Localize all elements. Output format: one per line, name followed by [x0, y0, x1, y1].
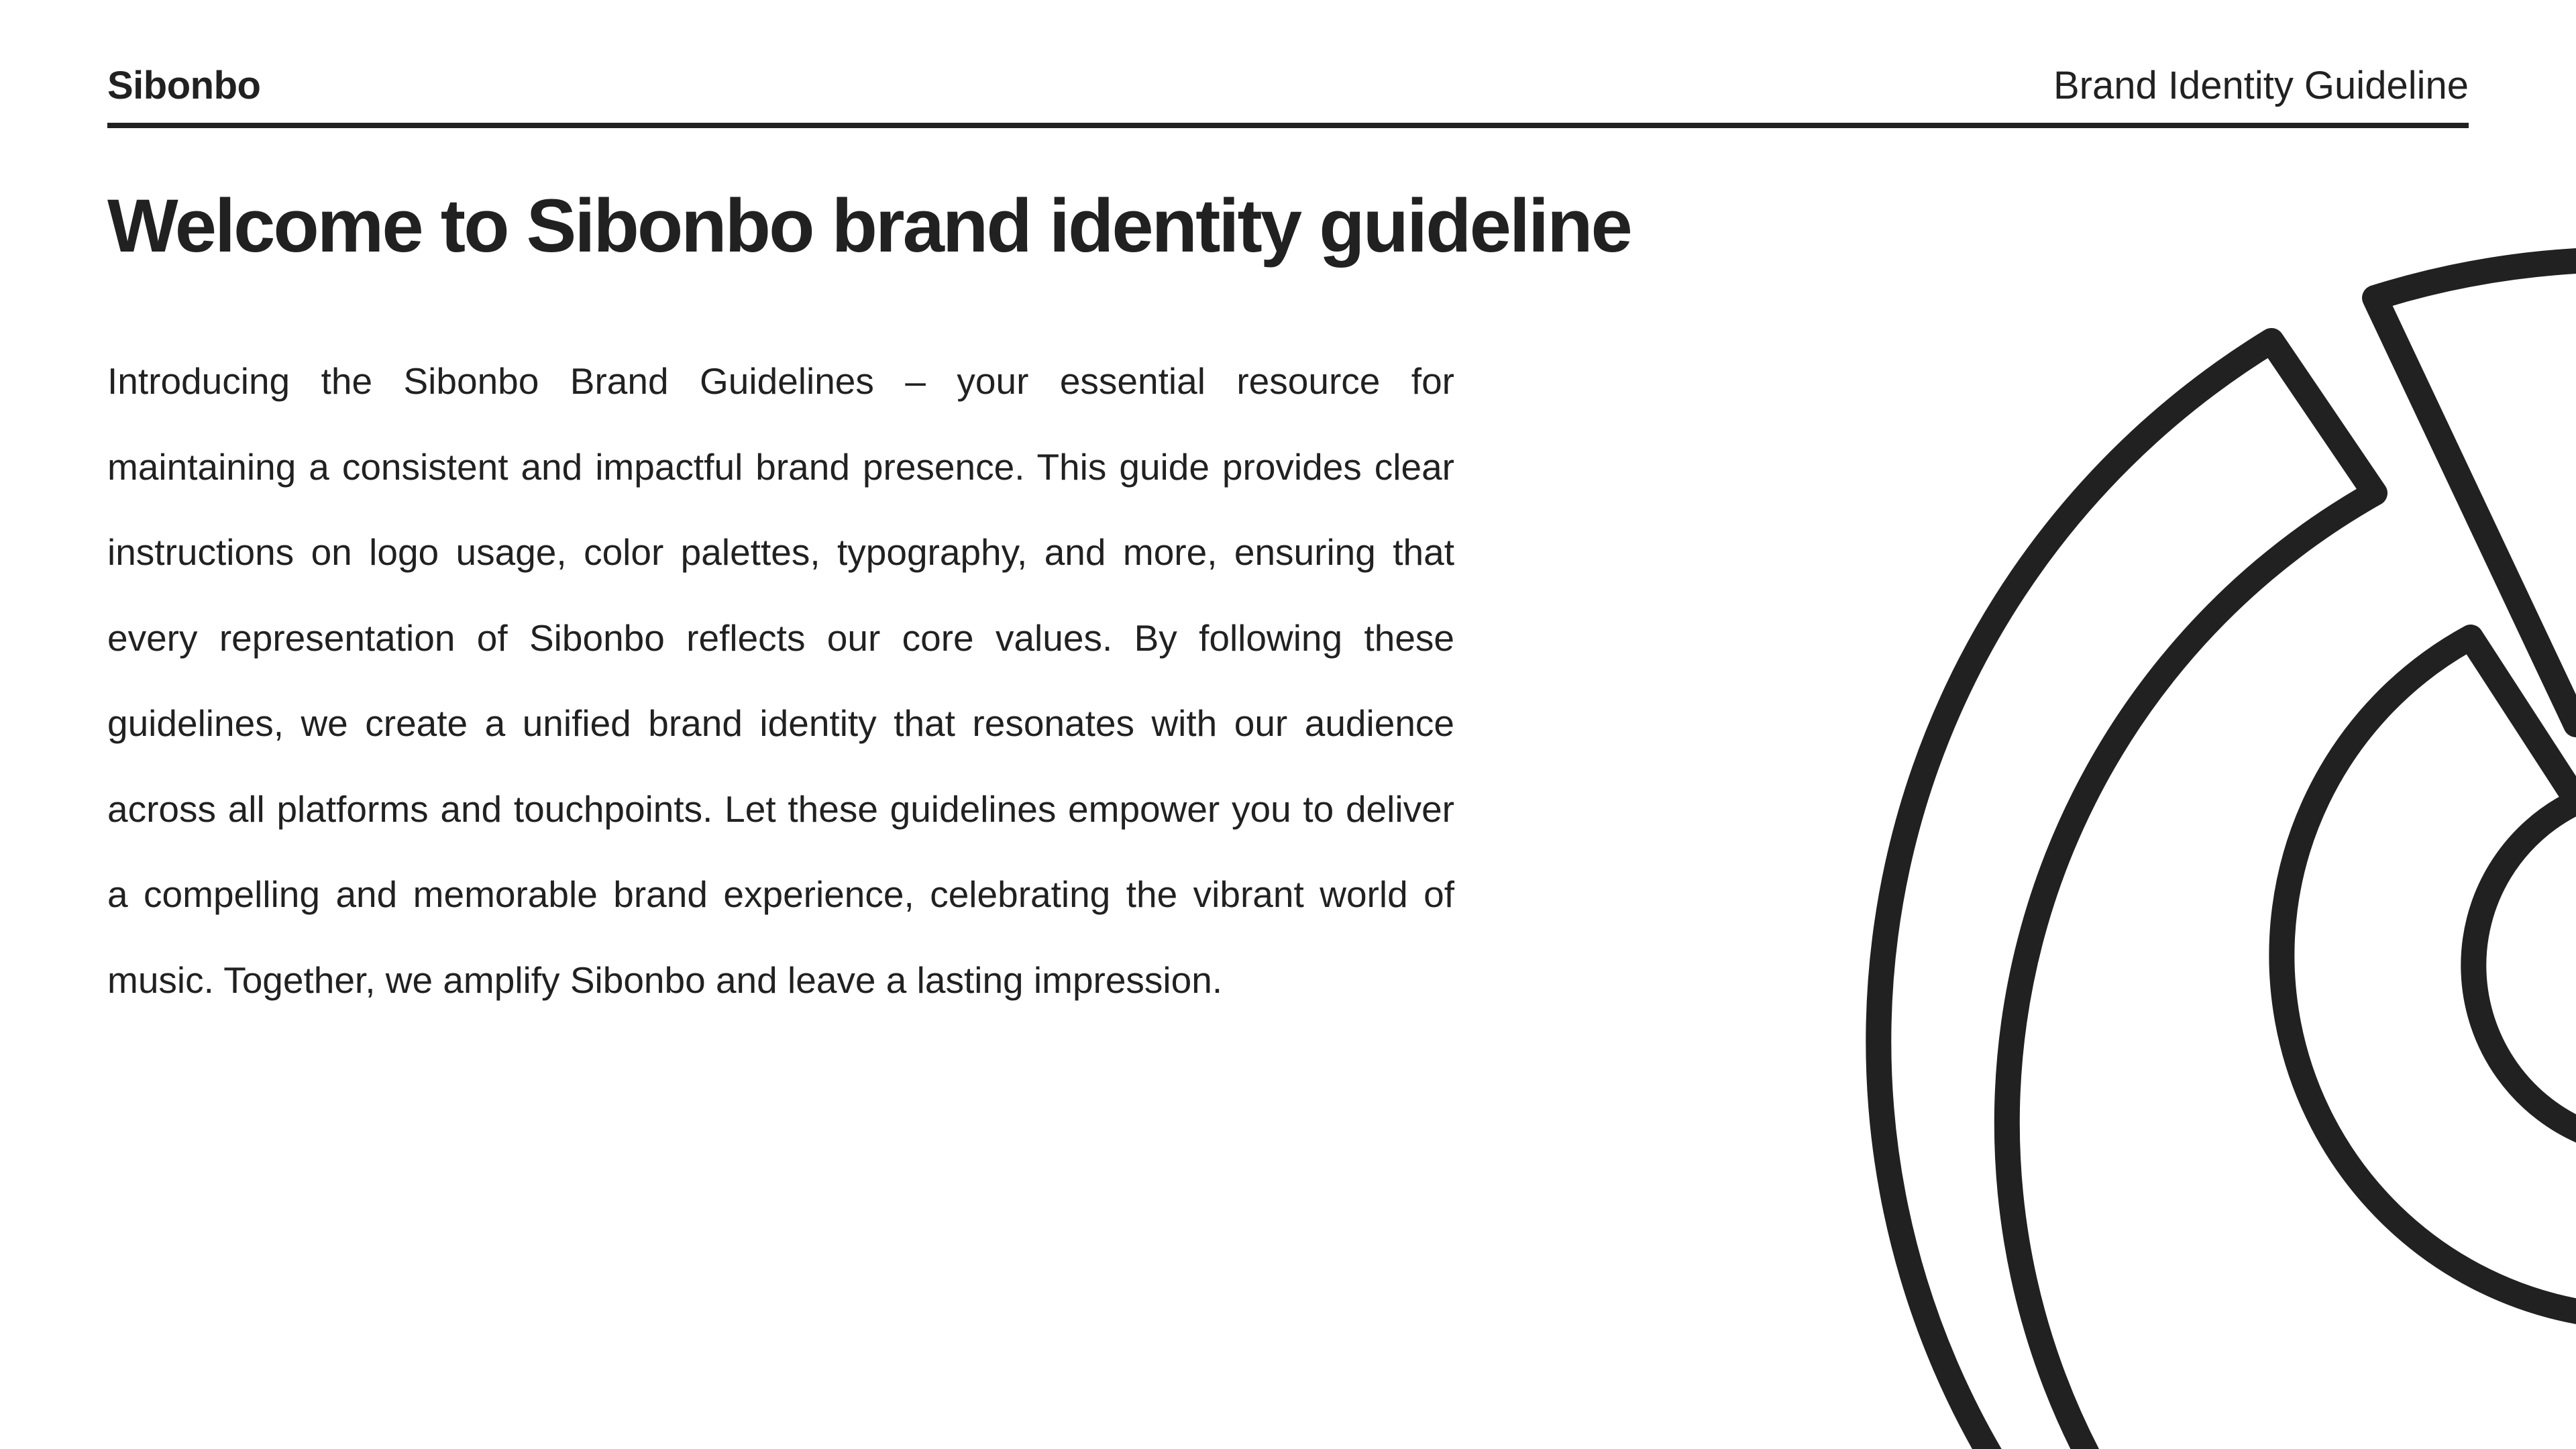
outer-arc-shape: [1878, 341, 2375, 1449]
page-heading: Welcome to Sibonbo brand identity guideline: [107, 184, 1631, 268]
upper-arc-shape: [2375, 260, 2576, 724]
middle-arc-shape: [2282, 637, 2576, 1313]
intro-paragraph: Introducing the Sibonbo Brand Guidelines – your essential resource for maintaining a consistent and impactful brand presence. This guide provides clear instructions on logo usage, color palettes, typography, and more, ensuring that every representation of Sibonbo reflects our core values. By following these guidelines, we create a unified brand identity that resonates with our audience across all platforms and touchpoints. Let these guidelines empower you to deliver a compelling and memorable brand experience, celebrating the vibrant world of music. Together, we amplify Sibonbo and leave a lasting impression.: [107, 360, 1454, 1001]
brand-name: Sibonbo: [107, 64, 261, 107]
page-header: [107, 60, 2469, 121]
document-title: Brand Identity Guideline: [2053, 64, 2469, 107]
header-divider: [107, 123, 2469, 128]
